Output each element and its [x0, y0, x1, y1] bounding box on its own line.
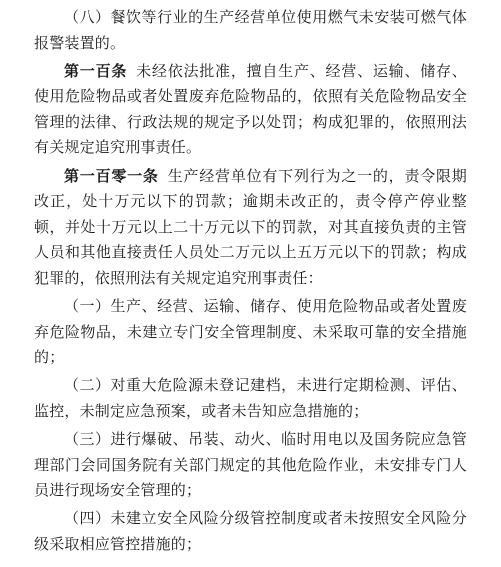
article-heading: 第一百条	[64, 61, 128, 80]
paragraph-text: （八）餐饮等行业的生产经营单位使用燃气未安装可燃气体报警装置的。	[34, 8, 467, 52]
article-heading: 第一百零一条	[64, 166, 159, 185]
paragraph-item-1	[34, 294, 467, 371]
paragraph-item-3	[34, 427, 467, 504]
paragraph-item-8	[34, 5, 467, 56]
paragraph-text: 未经依法批准，擅自生产、经营、运输、储存、使用危险物品或者处置废弃危险物品的，依照有关危险物品安全管理的法律、行政法规的规定予以处罚；构成犯罪的，依照刑法有关规定追究刑事责任。	[34, 61, 467, 157]
paragraph-text: （二）对重大危险源未登记建档，未进行定期检测、评估、监控，未制定应急预案，或者未告知应急措施的；	[34, 376, 467, 420]
paragraph-text: （一）生产、经营、运输、储存、使用危险物品或者处置废弃危险物品，未建立专门安全管理制度、未采取可靠的安全措施的；	[34, 297, 467, 367]
paragraph-text: （三）进行爆破、吊装、动火、临时用电以及国务院应急管理部门会同国务院有关部门规定的其他危险作业，未安排专门人员进行现场安全管理的；	[34, 430, 467, 500]
paragraph-article-100	[34, 59, 467, 161]
paragraph-text: （四）未建立安全风险分级管控制度或者未按照安全风险分级采取相应管控措施的；	[34, 509, 467, 553]
paragraph-article-101	[34, 164, 467, 292]
paragraph-item-4	[34, 506, 467, 557]
paragraph-item-2	[34, 373, 467, 424]
paragraph-text: 生产经营单位有下列行为之一的，责令限期改正，处十万元以下的罚款；逾期未改正的，责令停产停业整顿，并处十万元以上二十万元以下的罚款，对其直接负责的主管人员和其他直接责任人员处二万元以上五万元以下的罚款；构成犯罪的，依照刑法有关规定追究刑事责任：	[34, 166, 467, 287]
